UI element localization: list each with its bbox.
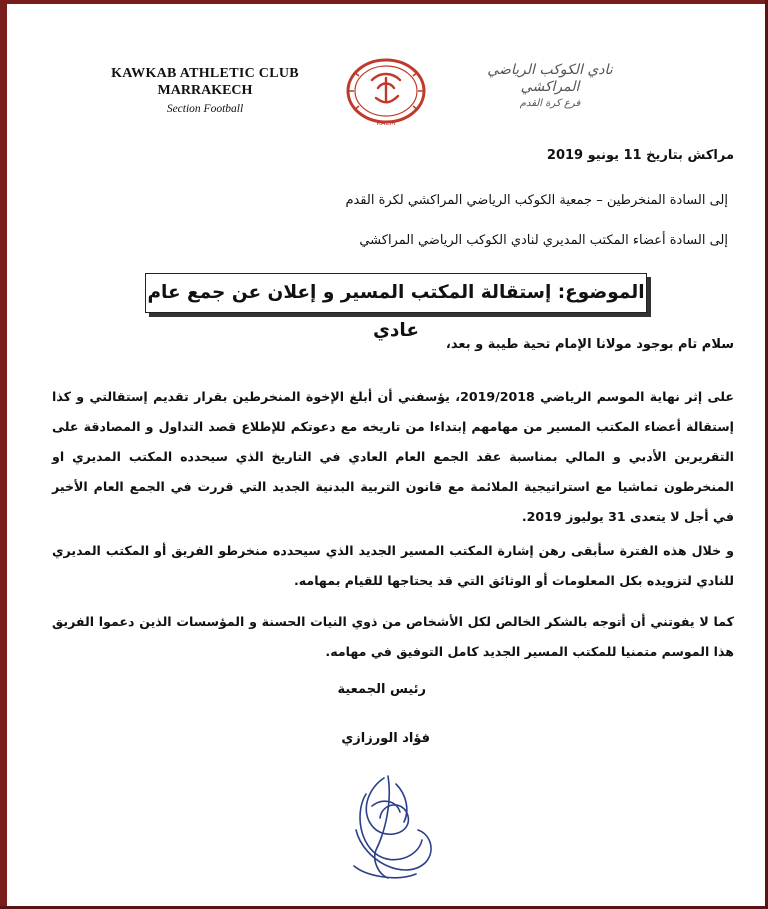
- logo-text: KACM: [376, 119, 396, 127]
- letterhead-arabic: [470, 62, 630, 109]
- club-logo: [334, 58, 438, 128]
- greeting: سلام تام بوجود مولانا الإمام تحية طيبة و بعد،: [445, 337, 734, 352]
- section-en: Section Football: [166, 103, 244, 115]
- paragraph-3: كما لا يفوتني أن أتوجه بالشكر الخالص لكل الأشخاص من ذوي النيات الحسنة و المؤسسات الذين دعموا الفريق هذا الموسم متمنيا للمكتب المسير الجديد كامل التوفيق في مهامه.: [52, 614, 734, 659]
- paragraph-1: على إثر نهاية الموسم الرياضي 2019/2018، يؤسفني أن أبلغ الإخوة المنخرطين بقرار تقديم إستقالتي و كذا إستقالة أعضاء المكتب المسير من مهامهم إبتداءا من تاريخه مع دعوتكم للإطلاع قصد التداول و المصادقة على التقريرين الأدبي و المالي بمناسبة عقد الجمع العام العادي في التاريخ الذي سيحدده المكتب المديري او المنخرطون تماشيا مع استراتيجية الملائمة مع قانون التربية البدنية الجديد التي قررت في الجمع العام الأخير في أجل لا يتعدى 31 يوليوز 2019.: [52, 389, 734, 524]
- club-city-en: MARRAKECH: [157, 83, 253, 98]
- section-ar: فرع كرة القدم: [519, 98, 581, 109]
- subject-box: الموضوع: إستقالة المكتب المسير و إعلان عن جمع عام عادي: [145, 273, 647, 313]
- signatory-name: فؤاد الورزازي: [341, 731, 430, 746]
- handwritten-signature: [326, 770, 446, 890]
- club-name-ar: نادي الكوكب الرياضي: [487, 62, 613, 78]
- letterhead-english: [90, 66, 320, 115]
- recipient-line-2: إلى السادة أعضاء المكتب المديري لنادي الكوكب الرياضي المراكشي: [359, 233, 728, 248]
- recipient-line-1: إلى السادة المنخرطين – جمعية الكوكب الرياضي المراكشي لكرة القدم: [345, 193, 728, 208]
- page-border-top: [0, 0, 768, 4]
- page-border-left: [0, 0, 7, 909]
- paragraph-2: و خلال هذه الفترة سأبقى رهن إشارة المكتب المسير الجديد الذي سيحدده منخرطو الفريق أو المكتب المديري للنادي لتزويده بكل المعلومات أو الوثائق التي قد يحتاجها للقيام بمهامه.: [52, 543, 734, 588]
- club-city-ar: المراكشي: [520, 79, 580, 95]
- letter-date: مراكش بتاريخ 11 يونيو 2019: [546, 148, 734, 163]
- signatory-title: رئيس الجمعية: [337, 682, 426, 697]
- club-name-en: KAWKAB ATHLETIC CLUB: [111, 66, 299, 81]
